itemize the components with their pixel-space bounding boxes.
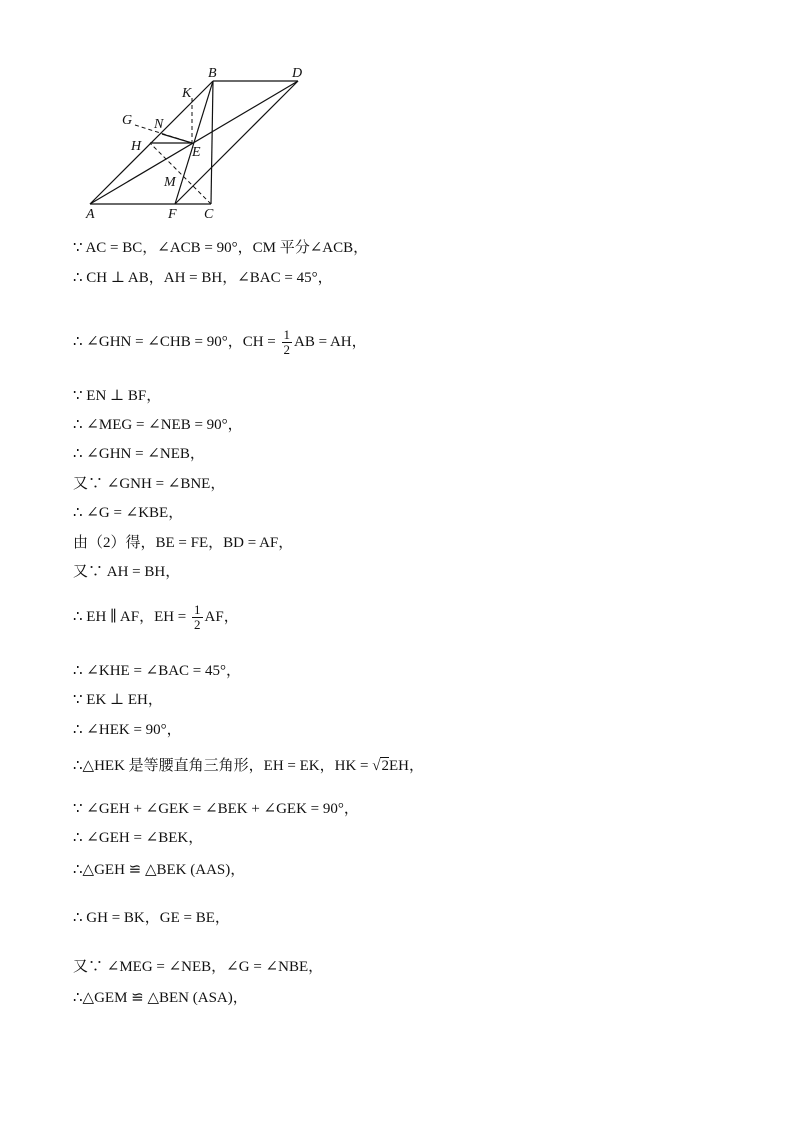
proof-line-14: ∴ ∠HEK = 90°，: [73, 722, 182, 738]
proof-line-5: ∴ ∠MEG = ∠NEB = 90°，: [73, 417, 243, 433]
proof-line-1: ∵ AC = BC，∠ACB = 90°，CM 平分∠ACB，: [73, 240, 369, 256]
proof-line-6: ∴ ∠GHN = ∠NEB，: [73, 446, 205, 462]
proof-line-12: ∴ ∠KHE = ∠BAC = 45°，: [73, 663, 242, 679]
label-G: G: [122, 113, 133, 128]
proof-line-15: [73, 756, 424, 776]
label-B: B: [208, 66, 217, 81]
proof-line-19: ∴ GH = BK，GE = BE，: [73, 910, 230, 926]
proof-line-4: ∵ EN ⊥ BF，: [73, 388, 162, 404]
proof-line-17: ∴ ∠GEH = ∠BEK，: [73, 830, 204, 846]
proof-line-3-pre: ∴ ∠GHN = ∠CHB = 90°，CH =: [73, 333, 280, 350]
label-K: K: [182, 86, 192, 101]
proof-line-15-post: EH，: [388, 758, 424, 774]
proof-line-11-pre: ∴ EH ∥ AF，EH =: [73, 608, 191, 625]
fraction-denominator: 2: [283, 342, 290, 357]
proof-line-8: ∴ ∠G = ∠KBE，: [73, 505, 184, 521]
proof-line-7: 又∵ ∠GNH = ∠BNE，: [73, 476, 226, 492]
proof-line-16: ∵ ∠GEH + ∠GEK = ∠BEK + ∠GEK = 90°，: [73, 801, 359, 817]
label-C: C: [204, 207, 214, 222]
square-root: √2: [372, 758, 389, 774]
fraction: [282, 328, 293, 357]
label-H: H: [131, 139, 142, 154]
proof-line-11: [73, 603, 239, 632]
proof-line-3: [73, 328, 367, 357]
proof-line-2: ∴ CH ⊥ AB，AH = BH，∠BAC = 45°，: [73, 270, 333, 286]
proof-line-13: ∵ EK ⊥ EH，: [73, 692, 163, 708]
label-N: N: [154, 117, 164, 132]
fraction: [192, 603, 203, 632]
fraction-numerator: 1: [283, 327, 290, 342]
proof-line-21: ∴△GEM ≌ △BEN (ASA)，: [73, 990, 248, 1006]
proof-line-10: 又∵ AH = BH，: [73, 564, 181, 580]
label-E: E: [192, 145, 201, 160]
segment-CM-dashed: [150, 143, 211, 204]
fraction-denominator: 2: [194, 617, 201, 632]
proof-line-15-pre: ∴△HEK 是等腰直角三角形，EH = EK，HK =: [73, 758, 373, 774]
segment-GE-dashed: [135, 125, 192, 143]
proof-line-3-post: AB = AH，: [294, 333, 367, 350]
label-F: F: [168, 207, 177, 222]
proof-line-18: ∴△GEH ≌ △BEK (AAS)，: [73, 862, 246, 878]
segment-BC: [211, 81, 213, 204]
label-M: M: [164, 175, 176, 190]
radicand: 2: [381, 758, 389, 774]
proof-line-20: 又∵ ∠MEG = ∠NEB，∠G = ∠NBE，: [73, 959, 324, 975]
proof-line-9: 由（2）得，BE = FE，BD = AF，: [73, 535, 294, 551]
label-A: A: [86, 207, 95, 222]
label-D: D: [292, 66, 303, 81]
proof-line-11-post: AF，: [204, 608, 239, 625]
fraction-numerator: 1: [194, 602, 201, 617]
geometry-figure: [80, 62, 320, 224]
